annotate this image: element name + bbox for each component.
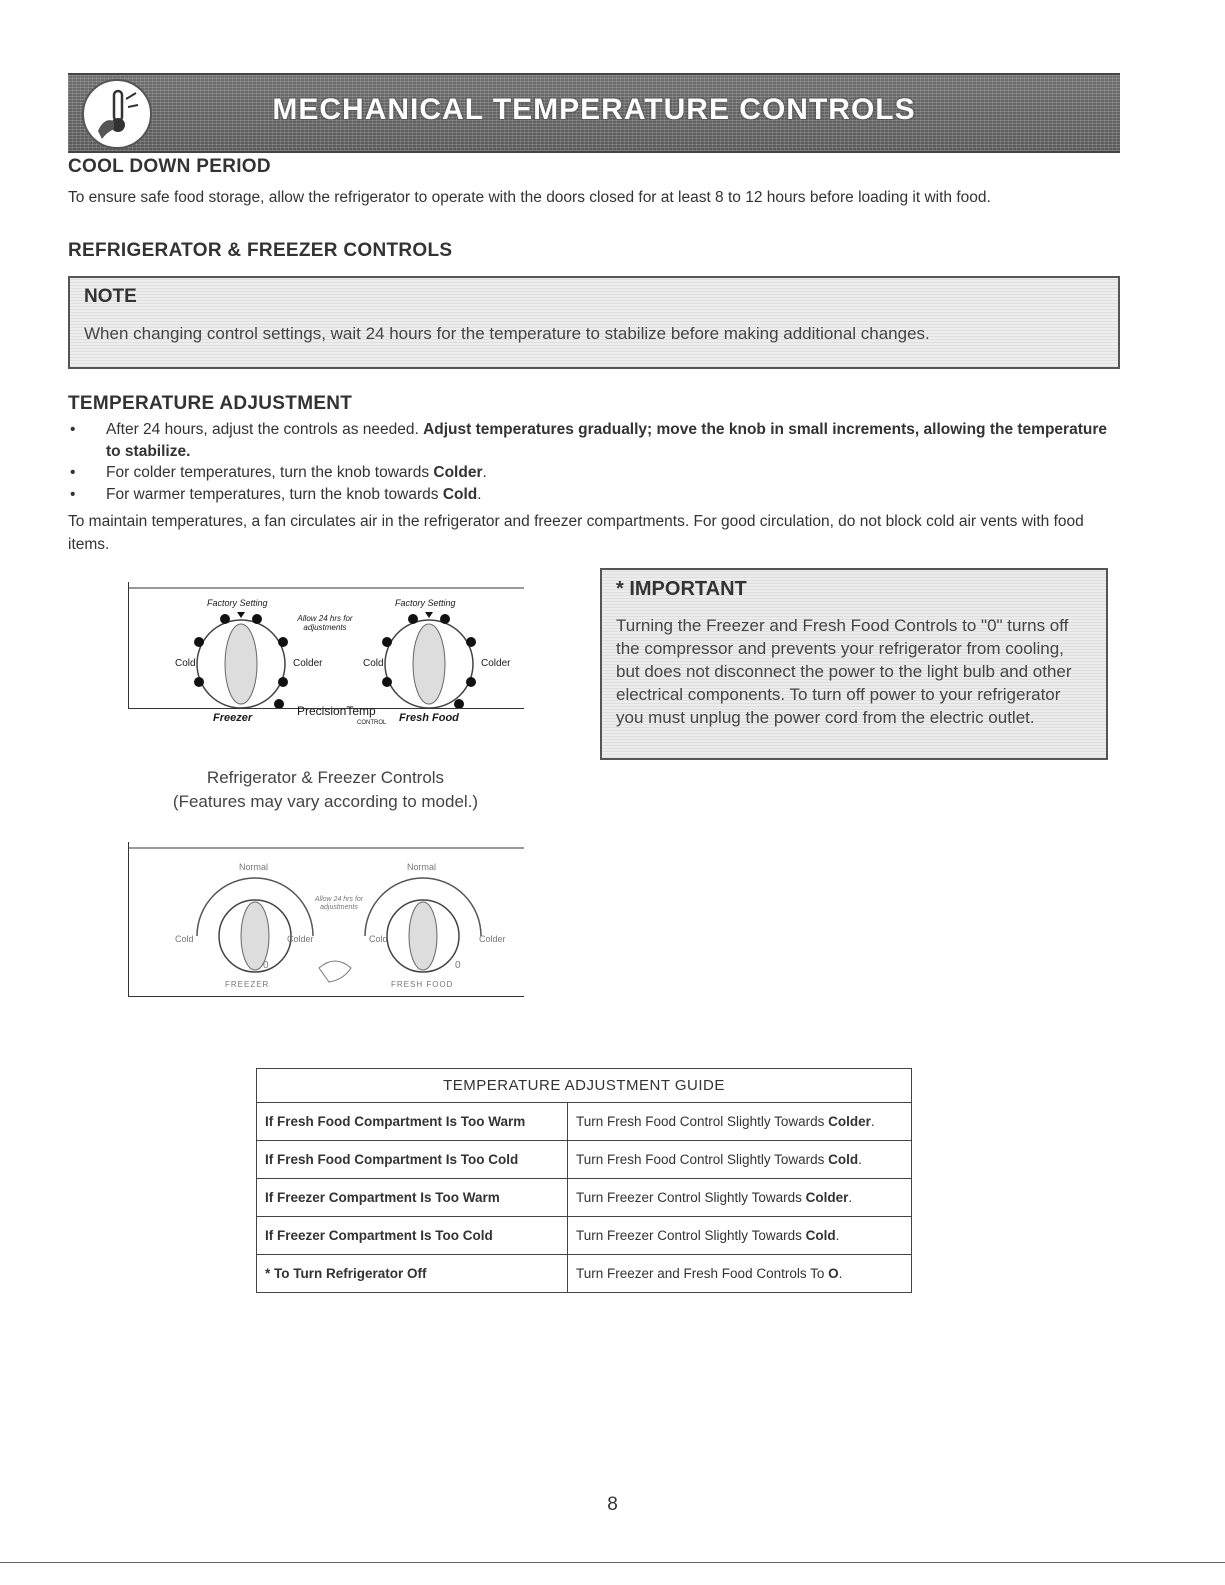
footer-divider — [0, 1562, 1225, 1563]
control-panel-drawing — [129, 582, 524, 708]
guide-action-text: Turn Freezer Control Slightly Towards — [576, 1190, 806, 1205]
cold-label-fresh-2: Cold — [369, 934, 388, 944]
important-text: Turning the Freezer and Fresh Food Controls to "0" turns off the compressor and prevents your refrigerator from cooling, but does not disconnect the power to the light bulb and other electrical components. To turn off power to your refrigerator you must unplug the power cord from the electric outlet. — [616, 616, 1072, 727]
freezer-label-2: FREEZER — [225, 980, 270, 989]
page-title: MECHANICAL TEMPERATURE CONTROLS — [272, 93, 916, 126]
page-number: 8 — [607, 1494, 618, 1515]
guide-action — [568, 1255, 912, 1293]
zero-label-freezer: 0 — [263, 960, 269, 971]
control-panel-figure-1 — [128, 582, 524, 726]
zero-label-fresh: 0 — [455, 960, 461, 971]
guide-action-end: . — [838, 1266, 843, 1281]
guide-action — [568, 1103, 912, 1141]
colder-label-fresh: Colder — [481, 658, 511, 669]
factory-setting-label-fresh: Factory Setting — [395, 598, 456, 608]
guide-action — [568, 1179, 912, 1217]
important-box — [600, 568, 1108, 760]
guide-action-end: . — [848, 1190, 853, 1205]
note-text: When changing control settings, wait 24 hours for the temperature to stabilize before making additional changes. — [84, 324, 930, 343]
control-panel-figure-2 — [128, 842, 524, 997]
fresh-food-label: Fresh Food — [399, 712, 459, 724]
adjustment-heading: TEMPERATURE ADJUSTMENT — [68, 393, 353, 414]
bullet-1-text: After 24 hours, adjust the controls as needed. — [106, 421, 424, 438]
table-row — [257, 1255, 912, 1293]
important-title: * IMPORTANT — [616, 578, 747, 600]
table-row — [257, 1217, 912, 1255]
figure-caption — [128, 766, 523, 814]
allow-adjustments-label: Allow 24 hrs for adjustments — [297, 614, 353, 632]
allow-adjustments-label-2: Allow 24 hrs for adjustments — [314, 896, 364, 911]
adjustment-guide-table — [256, 1068, 912, 1293]
table-row — [257, 1179, 912, 1217]
bullet-2-bold: Colder — [433, 464, 483, 481]
guide-action — [568, 1141, 912, 1179]
normal-label-freezer: Normal — [239, 862, 269, 872]
brand-sub-label: CONTROL — [357, 720, 387, 726]
bullet-item-3: • For warmer temperatures, turn the knob towards Cold. — [70, 486, 482, 503]
guide-action-bold: Colder — [805, 1190, 849, 1205]
section-banner — [68, 73, 1120, 153]
bullet-3-text: For warmer temperatures, turn the knob towards — [106, 486, 443, 503]
guide-action-end: . — [870, 1114, 875, 1129]
guide-title: TEMPERATURE ADJUSTMENT GUIDE — [257, 1069, 912, 1103]
cool-down-heading: COOL DOWN PERIOD — [68, 156, 271, 177]
brand-label — [297, 704, 376, 718]
guide-condition: If Fresh Food Compartment Is Too Cold — [257, 1141, 568, 1179]
guide-action-end: . — [835, 1228, 840, 1243]
colder-label-fresh-2: Colder — [479, 934, 506, 944]
guide-action-bold: O — [828, 1266, 839, 1281]
guide-action-text: Turn Freezer Control Slightly Towards — [576, 1228, 806, 1243]
guide-condition: If Fresh Food Compartment Is Too Warm — [257, 1103, 568, 1141]
bullet-1-bold: Adjust temperatures gradually; move the knob in small increments, allowing the temperature to stabilize. — [106, 421, 1107, 460]
guide-action-text: Turn Freezer and Fresh Food Controls To — [576, 1266, 829, 1281]
note-box — [68, 276, 1120, 369]
guide-action-text: Turn Fresh Food Control Slightly Towards — [576, 1114, 829, 1129]
cool-down-text: To ensure safe food storage, allow the refrigerator to operate with the doors closed for at least 8 to 12 hours before loading it with food. — [68, 189, 991, 206]
guide-action-text: Turn Fresh Food Control Slightly Towards — [576, 1152, 829, 1167]
caption-line-1: Refrigerator & Freezer Controls — [206, 768, 445, 787]
bullet-item-2: • For colder temperatures, turn the knob towards Colder. — [70, 464, 487, 481]
note-title: NOTE — [84, 286, 137, 307]
cold-label-fresh: Cold — [363, 658, 384, 669]
colder-label-freezer-2: Colder — [287, 934, 314, 944]
bullet-2-text: For colder temperatures, turn the knob towards — [106, 464, 434, 481]
guide-action-bold: Colder — [828, 1114, 871, 1129]
guide-condition: If Freezer Compartment Is Too Warm — [257, 1179, 568, 1217]
table-row — [257, 1141, 912, 1179]
bullet-item-1: • After 24 hours, adjust the controls as needed. Adjust temperatures gradually; move the knob in small increments, allowing the temperature to stabilize. — [70, 421, 1107, 460]
fresh-food-label-2: FRESH FOOD — [391, 980, 454, 989]
caption-line-2: (Features may vary according to model.) — [172, 792, 479, 811]
cold-label-freezer: Cold — [175, 658, 196, 669]
colder-label-freezer: Colder — [293, 658, 323, 669]
guide-action-end: . — [858, 1152, 862, 1167]
dial-panel-drawing — [129, 842, 524, 996]
guide-condition: If Freezer Compartment Is Too Cold — [257, 1217, 568, 1255]
bullet-3-bold: Cold — [442, 486, 478, 503]
guide-action-bold: Cold — [805, 1228, 836, 1243]
table-row — [257, 1103, 912, 1141]
cold-label-freezer-2: Cold — [175, 934, 194, 944]
guide-action — [568, 1217, 912, 1255]
guide-action-bold: Cold — [828, 1152, 859, 1167]
circulation-text: To maintain temperatures, a fan circulates air in the refrigerator and freezer compartments. For good circulation, do not block cold air vents with food items. — [68, 513, 1084, 553]
freezer-label: Freezer — [213, 712, 253, 724]
guide-condition: * To Turn Refrigerator Off — [257, 1255, 568, 1293]
factory-setting-label-freezer: Factory Setting — [207, 598, 268, 608]
controls-heading: REFRIGERATOR & FREEZER CONTROLS — [68, 240, 453, 261]
brand-name: PrecisionTemp — [297, 704, 376, 718]
normal-label-fresh: Normal — [407, 862, 437, 872]
